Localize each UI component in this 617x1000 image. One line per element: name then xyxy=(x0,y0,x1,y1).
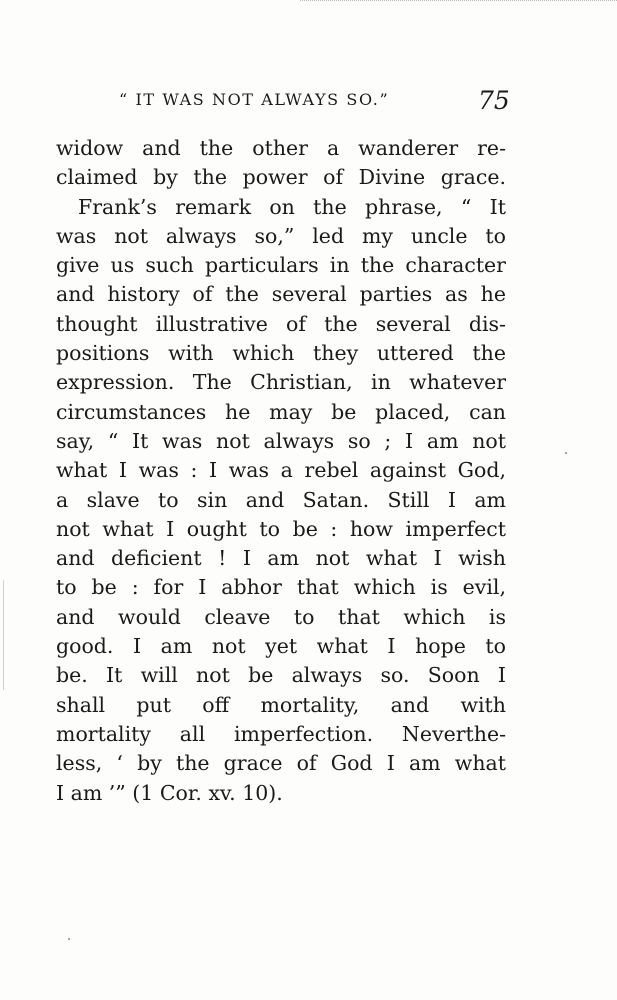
text-line: a slave to sin and Satan. Still I am xyxy=(56,487,506,512)
paper-speck xyxy=(68,938,70,940)
text-line: to be : for I abhor that which is evil, xyxy=(56,575,506,600)
text-line: give us such particulars in the character xyxy=(56,253,506,278)
text-line: widow and the other a wanderer re- xyxy=(56,136,506,160)
text-line: not what I ought to be : how imperfect xyxy=(56,516,506,541)
text-line: and would cleave to that which is xyxy=(56,604,506,629)
text-line: good. I am not yet what I hope to xyxy=(56,634,506,659)
body-text xyxy=(56,134,506,808)
text-line: mortality all imperfection. Neverthe- xyxy=(56,721,506,746)
running-title: “ IT WAS NOT ALWAYS SO.” xyxy=(119,90,390,109)
text-line: expression. The Christian, in whatever xyxy=(56,370,506,395)
text-line: circumstances he may be placed, can xyxy=(56,399,506,424)
paper-speck xyxy=(565,452,567,454)
text-line: positions with which they uttered the xyxy=(56,341,506,366)
text-line: and deficient ! I am not what I wish xyxy=(56,546,506,571)
text-line: and history of the several parties as he xyxy=(56,282,506,307)
text-line: be. It will not be always so. Soon I xyxy=(56,663,506,688)
text-line: claimed by the power of Divine grace. xyxy=(56,165,506,190)
text-line: say, “ It was not always so ; I am not xyxy=(56,428,506,453)
text-line: shall put off mortality, and with xyxy=(56,692,506,717)
text-line: was not always so,” led my uncle to xyxy=(56,223,506,248)
page-edge-shadow xyxy=(3,580,4,690)
top-edge-rule xyxy=(300,0,617,1)
text-line: less, ‘ by the grace of God I am what xyxy=(56,751,506,776)
text-line: Frank’s remark on the phrase, “ It xyxy=(78,194,506,219)
page-number: 75 xyxy=(478,86,510,115)
text-line: what I was : I was a rebel against God, xyxy=(56,458,506,483)
text-line: I am ’” (1 Cor. xv. 10). xyxy=(56,780,283,805)
running-header xyxy=(0,86,617,126)
text-line: thought illustrative of the several dis- xyxy=(56,311,506,336)
